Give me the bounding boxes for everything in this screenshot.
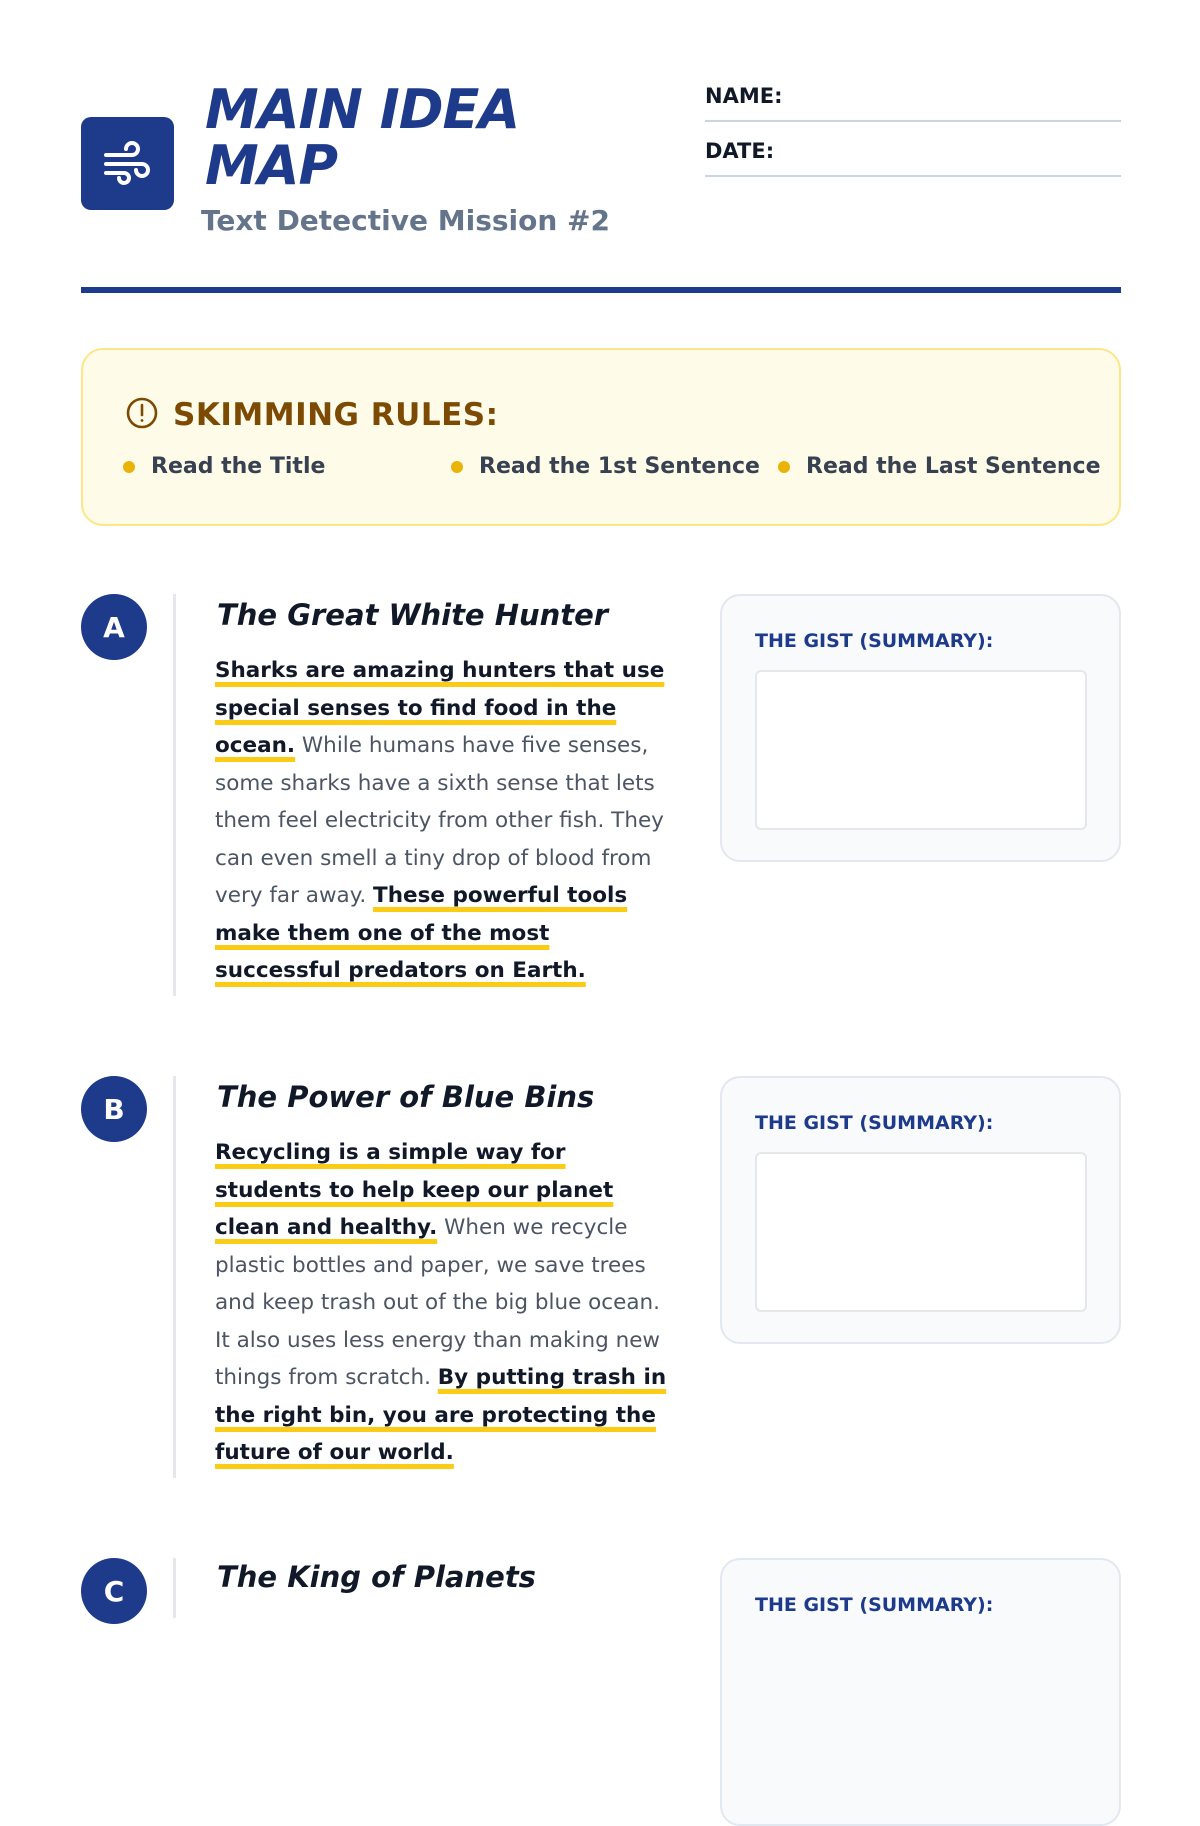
skimming-rule xyxy=(123,454,325,479)
section-badge: B xyxy=(81,1076,147,1142)
skimming-rules-title: SKIMMING RULES: xyxy=(173,397,499,433)
skimming-rule xyxy=(778,454,1101,479)
page-subtitle: Text Detective Mission #2 xyxy=(201,204,610,237)
gist-label: THE GIST (SUMMARY): xyxy=(755,1594,994,1616)
name-label: NAME: xyxy=(705,84,783,108)
passage-title: The Great White Hunter xyxy=(217,598,609,632)
middle-sentences: When we recycle plastic bottles and paper, we save trees and keep trash out of the big blue ocean. It also uses less energy than making new things from scratch. xyxy=(215,1215,661,1390)
header xyxy=(81,78,1121,254)
middle-sentences: While humans have five senses, some sharks have a sixth sense that lets them feel electricity from other fish. They can even smell a tiny drop of blood from very far away. xyxy=(215,733,664,908)
page-title: MAIN IDEA MAP xyxy=(205,78,520,197)
skimming-rule-text: Read the Last Sentence xyxy=(806,454,1101,479)
bullet-dot xyxy=(778,461,790,473)
passage-title: The King of Planets xyxy=(217,1560,536,1594)
gist-label: THE GIST (SUMMARY): xyxy=(755,630,994,652)
wind-icon xyxy=(81,117,174,210)
first-sentence: Sharks are amazing hunters that use special senses to find food in the ocean. xyxy=(215,658,665,758)
passage-title: The Power of Blue Bins xyxy=(217,1080,595,1114)
gist-card xyxy=(720,1076,1121,1344)
alert-circle-icon xyxy=(125,396,159,434)
gist-answer-box[interactable] xyxy=(755,1152,1087,1312)
passage-section-a xyxy=(81,594,1121,1004)
date-label: DATE: xyxy=(705,139,775,163)
passage-text xyxy=(215,1134,675,1472)
gist-card xyxy=(720,1558,1121,1826)
first-sentence: Recycling is a simple way for students to help keep our planet clean and healthy. xyxy=(215,1140,614,1240)
skimming-rule-text: Read the Title xyxy=(151,454,326,479)
section-divider xyxy=(173,1076,176,1478)
passage-text xyxy=(215,652,675,990)
header-divider xyxy=(81,287,1121,293)
last-sentence: These powerful tools make them one of the most successful predators on Earth. xyxy=(215,883,628,983)
gist-label: THE GIST (SUMMARY): xyxy=(755,1112,994,1134)
passage-section-b xyxy=(81,1076,1121,1486)
gist-card xyxy=(720,594,1121,862)
passage-section-c xyxy=(81,1558,1121,1618)
skimming-rules-box xyxy=(81,348,1121,526)
last-sentence: By putting trash in the right bin, you are protecting the future of our world. xyxy=(215,1365,667,1465)
bullet-dot xyxy=(451,461,463,473)
skimming-rules-heading xyxy=(125,396,499,434)
section-divider xyxy=(173,594,176,996)
section-badge: A xyxy=(81,594,147,660)
section-badge: C xyxy=(81,1558,147,1624)
date-field[interactable] xyxy=(705,139,1121,177)
name-field[interactable] xyxy=(705,84,1121,122)
section-divider xyxy=(173,1558,176,1618)
gist-answer-box[interactable] xyxy=(755,670,1087,830)
bullet-dot xyxy=(123,461,135,473)
skimming-rule-text: Read the 1st Sentence xyxy=(479,454,760,479)
skimming-rule xyxy=(451,454,760,479)
